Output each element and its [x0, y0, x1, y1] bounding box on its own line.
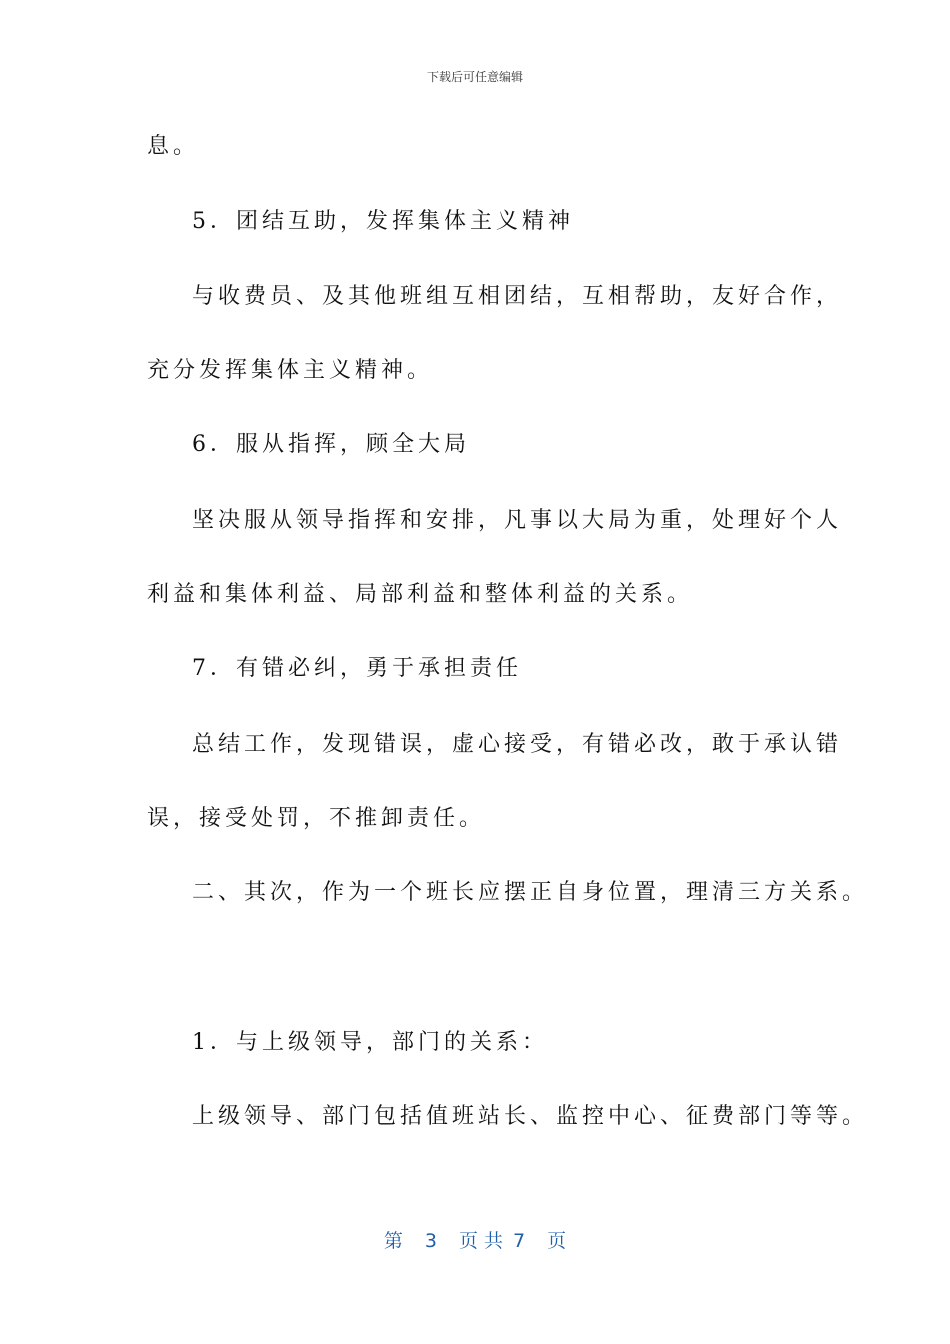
body-line: 息。 [147, 134, 200, 159]
footer-di: 第 [383, 1230, 403, 1252]
section-heading: 7．有错必纠，勇于承担责任 [192, 656, 522, 681]
body-line: 充分发挥集体主义精神。 [147, 358, 434, 383]
header-note: 下载后可任意编辑 [426, 70, 523, 84]
footer-ye: 页 [547, 1230, 567, 1252]
body-line: 利益和集体利益、局部利益和整体利益的关系。 [147, 582, 694, 607]
body-line: 坚决服从领导指挥和安排，凡事以大局为重，处理好个人 [192, 508, 843, 533]
body-line: 总结工作，发现错误，虚心接受，有错必改，敢于承认错 [192, 732, 843, 757]
body-line: 误，接受处罚，不推卸责任。 [147, 806, 486, 831]
section-heading: 5．团结互助，发挥集体主义精神 [192, 209, 574, 234]
body-line: 与收费员、及其他班组互相团结，互相帮助，友好合作， [192, 284, 843, 309]
section-heading: 二、其次，作为一个班长应摆正自身位置，理清三方关系。 [192, 880, 869, 905]
page-footer [0, 1226, 950, 1253]
section-heading: 6．服从指挥，顾全大局 [192, 432, 470, 457]
current-page-number: 3 [424, 1230, 437, 1252]
footer-ye-gong: 页 共 [458, 1230, 504, 1252]
total-pages-number: 7 [513, 1230, 526, 1252]
section-heading: 1．与上级领导，部门的关系： [192, 1030, 548, 1055]
body-line: 上级领导、部门包括值班站长、监控中心、征费部门等等。 [192, 1104, 869, 1129]
